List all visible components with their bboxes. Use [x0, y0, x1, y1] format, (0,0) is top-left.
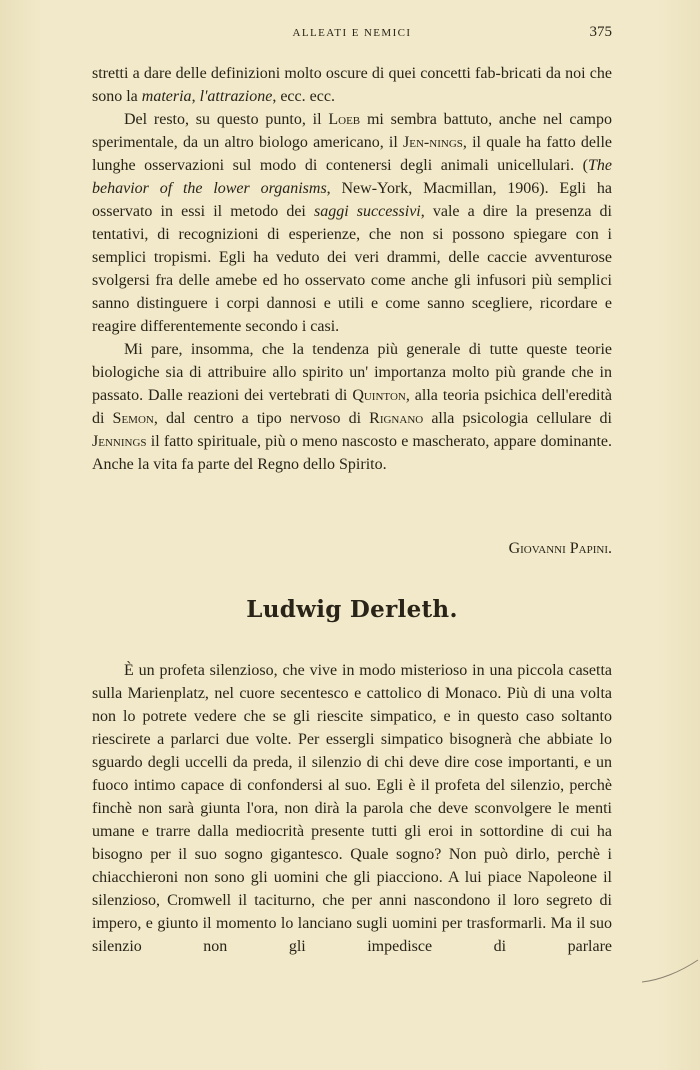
paragraph-3: [92, 338, 612, 476]
text-run: alla psicologia cellulare di: [423, 410, 612, 427]
name-small-caps: Quinton: [352, 387, 406, 404]
text-run: mi sembra battuto, anche nel campo sperimentale, da un altro biologo americano, il: [92, 111, 612, 151]
name-small-caps: Jen-nings: [403, 134, 463, 151]
text-run: , ecc. ecc.: [272, 88, 335, 105]
name-small-caps: Jennings: [92, 433, 147, 450]
italic-run: materia: [141, 88, 192, 105]
name-small-caps: Semon: [112, 410, 154, 427]
text-run: stretti a dare delle definizioni molto oscure di quei concetti fab-: [92, 65, 501, 82]
text-run: Mi pare, insomma, che la tendenza più generale di tutte queste teorie biologiche sia di attribuire allo spirito un' importanza molto più grande che in passato. Dalle reazioni dei vertebrati di: [92, 341, 612, 404]
article-continuation: [92, 62, 612, 476]
paragraph-2: [92, 108, 612, 338]
text-run: È un profeta silenzioso, che vive in modo misterioso in una piccola casetta sulla Marienplatz, nel cuore secentesco e cattolico di Monaco. Più di una volta non lo potrete vedere che se gli riescite simpatico, e in questo caso soltanto riescirete a parlarci due volte. Per essergli simpatico bisognerà che abbiate lo sguardo degli uccelli da preda, il silenzio di chi deve dire cose importanti, e un fuoco intimo capace di confondersi al suo. Egli è il profeta del silenzio, perchè finchè non sarà giunta l'ora, non dirà la parola che deve sconvolgere le menti umane e trarre dalla mediocrità presente tutti gli eroi in sottordine di cui ha bisogno per il suo sogno gigantesco. Quale sogno? Non può dirlo, perchè i chiacchieroni non sono gli uomini che gli piacciono. A lui piace Napoleone il silenzioso, Cromwell il taciturno, che per anni nascondono il loro segreto di impero, e giunto il momento lo lanciano sugli uomini per trasformarli. Ma il suo silenzio non gli impedisce di parlare: [92, 662, 612, 955]
page-number: 375: [589, 24, 612, 40]
italic-run: saggi successivi: [313, 203, 421, 220]
running-head: [92, 24, 612, 44]
text-run: il fatto spirituale, più o meno nascosto e mascherato, appare dominante. Anche la vita fa parte del Regno dello Spirito.: [92, 433, 612, 473]
text-run: , vale a dire la presenza di tentativi, di recognizioni di esperienze, che non si possono spiegare con i semplici tropismi. Egli ha veduto dei veri drammi, delle caccie avventurose svolgersi fra delle amebe ed ho osservato come anche gli infusori più semplici sanno distinguere i corpi dannosi e utili e come sanno scegliere, ricordare e reagire differentemente secondo i casi.: [92, 203, 612, 335]
text-run: Del resto, su questo punto, il: [124, 111, 329, 128]
paragraph-1: [92, 62, 612, 108]
italic-run: l'attrazione: [199, 88, 273, 105]
text-run: , dal centro a tipo nervoso di: [153, 410, 370, 427]
author-signature: Giovanni Papini.: [508, 540, 612, 557]
text-run: , New-York, Macmillan, 1906). Egli ha osservato in essi il metodo dei: [92, 180, 612, 220]
margin-pencil-mark: [640, 958, 700, 988]
text-run: ,: [191, 88, 200, 105]
name-small-caps: Rignano: [369, 410, 424, 427]
text-run: , alla teoria psichica dell'eredità di: [92, 387, 612, 427]
paragraph-4: [92, 659, 612, 958]
italic-run: The behavior of the lower organisms: [92, 157, 612, 197]
name-small-caps: Loeb: [328, 111, 361, 128]
article-title: Ludwig Derleth.: [246, 596, 458, 623]
article-body: [92, 659, 612, 958]
running-title: ALLEATI E NEMICI: [292, 27, 412, 39]
text-run: , il quale ha fatto delle lunghe osservazioni sul modo di contenersi degli animali unicellulari. (: [92, 134, 612, 174]
text-run: bricati da noi che sono la: [92, 65, 612, 105]
